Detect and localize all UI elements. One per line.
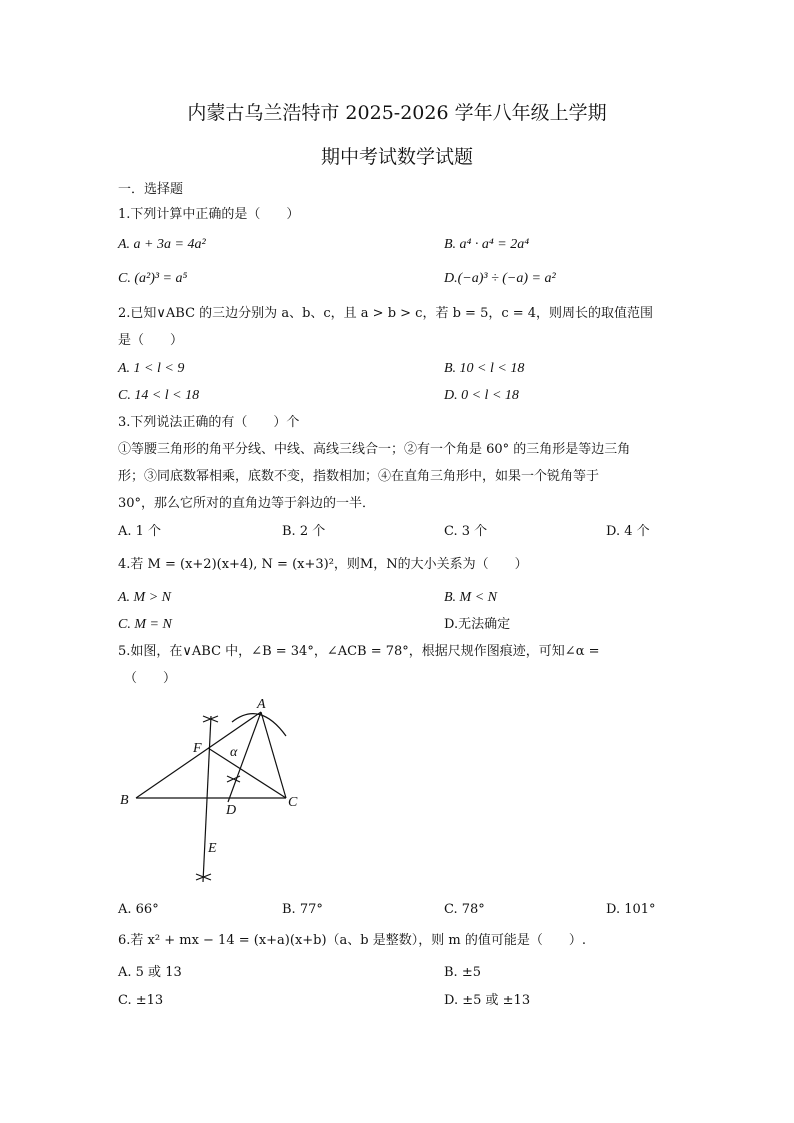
q6-option-a: A. 5 或 13 bbox=[118, 965, 182, 980]
q3-stem: 3.下列说法正确的有（ ）个 bbox=[118, 415, 300, 430]
label-e: E bbox=[208, 841, 217, 856]
q1-stem: 1.下列计算中正确的是（ ） bbox=[118, 207, 300, 222]
q5-option-d: D. 101° bbox=[606, 902, 656, 917]
q1-option-c: C. (a²)³ = a⁵ bbox=[118, 271, 188, 286]
q1-option-d: D.(−a)³ ÷ (−a) = a² bbox=[444, 271, 556, 286]
q4-option-d: D.无法确定 bbox=[444, 617, 511, 632]
q4-option-b: B. M < N bbox=[444, 590, 497, 605]
q3-body-line2: 形；③同底数幂相乘，底数不变，指数相加；④在直角三角形中，如果一个锐角等于 bbox=[118, 469, 600, 484]
q5-option-a: A. 66° bbox=[118, 902, 159, 917]
q6-option-b: B. ±5 bbox=[444, 965, 481, 980]
q2-stem-line2: 是（ ） bbox=[118, 333, 184, 348]
side-ac bbox=[261, 712, 286, 798]
segment-fc bbox=[208, 748, 286, 798]
label-a: A bbox=[257, 697, 266, 712]
q6-option-c: C. ±13 bbox=[118, 993, 164, 1008]
q4-option-c: C. M = N bbox=[118, 617, 172, 632]
q5-geometry-figure bbox=[110, 692, 310, 892]
q3-body-line3: 30°，那么它所对的直角边等于斜边的一半． bbox=[118, 496, 376, 511]
section-heading: 一．选择题 bbox=[118, 182, 184, 197]
q2-option-a: A. 1 < l < 9 bbox=[118, 361, 185, 376]
label-d: D bbox=[226, 803, 237, 818]
label-f: F bbox=[193, 741, 202, 756]
q3-body-line1: ①等腰三角形的角平分线、中线、高线三线合一；②有一个角是 60° 的三角形是等边三角 bbox=[118, 442, 631, 457]
q2-option-d: D. 0 < l < 18 bbox=[444, 388, 519, 403]
label-b: B bbox=[120, 793, 129, 808]
q3-option-c: C. 3 个 bbox=[444, 524, 488, 539]
q2-stem-line1: 2.已知∨ABC 的三边分别为 a、b、c，且 a > b > c，若 b = 5，c = 4，则周长的取值范围 bbox=[118, 306, 654, 321]
q4-option-a: A. M > N bbox=[118, 590, 171, 605]
page-title-line2: 期中考试数学试题 bbox=[320, 146, 473, 168]
q5-stem-line1: 5.如图，在∨ABC 中，∠B = 34°，∠ACB = 78°，根据尺规作图痕迹，可知∠α = bbox=[118, 644, 600, 659]
q2-option-b: B. 10 < l < 18 bbox=[444, 361, 525, 376]
q5-option-b: B. 77° bbox=[282, 902, 323, 917]
bisector-line bbox=[203, 716, 211, 882]
page-title-line1: 内蒙古乌兰浩特市 2025-2026 学年八年级上学期 bbox=[187, 102, 607, 124]
q5-stem-line2: （ ） bbox=[124, 671, 177, 686]
q3-option-b: B. 2 个 bbox=[282, 524, 326, 539]
q3-option-d: D. 4 个 bbox=[606, 524, 650, 539]
q1-option-b: B. a⁴ · a⁴ = 2a⁴ bbox=[444, 237, 530, 252]
tick-mid bbox=[227, 776, 240, 782]
q1-option-a: A. a + 3a = 4a² bbox=[118, 237, 206, 252]
q5-option-c: C. 78° bbox=[444, 902, 485, 917]
q4-stem: 4.若 M = (x+2)(x+4), N = (x+3)²，则M，N的大小关系为（ ） bbox=[118, 557, 528, 572]
q3-option-a: A. 1 个 bbox=[118, 524, 162, 539]
q6-stem: 6.若 x² + mx − 14 = (x+a)(x+b)（a、b 是整数），则 m 的值可能是（ ）. bbox=[118, 933, 586, 948]
q2-option-c: C. 14 < l < 18 bbox=[118, 388, 200, 403]
label-alpha: α bbox=[230, 745, 238, 760]
label-c: C bbox=[288, 795, 298, 810]
q6-option-d: D. ±5 或 ±13 bbox=[444, 993, 531, 1008]
